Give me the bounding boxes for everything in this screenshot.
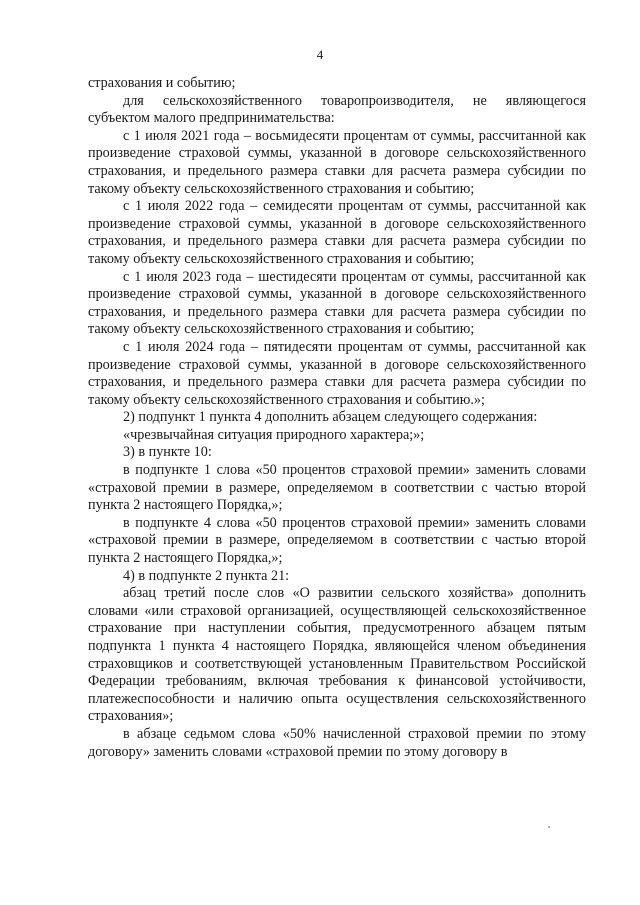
paragraph-third-abzac: абзац третий после слов «О развитии сельского хозяйства» дополнить словами «или страховой организацией, осуществляющей сельскохозяйственное страхование при наступлении события, предусмотренного абзацем пятым подпункта 1 пункта 4 настоящего Порядка, являющейся членом объединения страховщиков и соответствующей установленным Правительством Российской Федерации требованиям, включая требования к финансовой устойчивости, платежеспособности и наличию опыта осуществления сельскохозяйственного страхования»; bbox=[88, 585, 586, 725]
paragraph-emergency-quote: «чрезвычайная ситуация природного характера;»; bbox=[123, 426, 425, 443]
scan-speck bbox=[548, 826, 550, 828]
paragraph-2024-rate: с 1 июля 2024 года – пятидесяти процентам от суммы, рассчитанной как произведение страховой суммы, указанной в договоре сельскохозяйственного страхования, и предельного размера ставки для расчета размера субсидии по такому объекту сельскохозяйственного страхования и событию.»; bbox=[88, 338, 586, 408]
paragraph-2022-rate: с 1 июля 2022 года – семидесяти процентам от суммы, рассчитанной как произведение страховой суммы, указанной в договоре сельскохозяйственного страхования, и предельного размера ставки для расчета размера субсидии по такому объекту сельскохозяйственного страхования и событию; bbox=[88, 198, 586, 267]
paragraph-non-small-business: для сельскохозяйственного товаропроизводителя, не являющегося субъектом малого предпринимательства: bbox=[88, 92, 586, 127]
paragraph-subitem-1: в подпункте 1 слова «50 процентов страховой премии» заменить словами «страховой премии в размере, определяемом в соответствии с частью второй пункта 2 настоящего Порядка,»; bbox=[88, 462, 586, 514]
paragraph-item-3: 3) в пункте 10: bbox=[123, 444, 212, 461]
paragraph-seventh-abzac: в абзаце седьмом слова «50% начисленной страховой премии по этому договору» заменить словами «страховой премии по этому договору в bbox=[88, 725, 586, 760]
paragraph-item-4: 4) в подпункте 2 пункта 21: bbox=[123, 567, 290, 584]
page-number: 4 bbox=[316, 47, 324, 62]
paragraph-2023-rate: с 1 июля 2023 года – шестидесяти процентам от суммы, рассчитанной как произведение страховой суммы, указанной в договоре сельскохозяйственного страхования, и предельного размера ставки для расчета размера субсидии по такому объекту сельскохозяйственного страхования и событию; bbox=[88, 268, 586, 338]
paragraph-item-2: 2) подпункт 1 пункта 4 дополнить абзацем следующего содержания: bbox=[123, 409, 538, 426]
document-body bbox=[88, 75, 586, 761]
paragraph-2021-rate: с 1 июля 2021 года – восьмидесяти процентам от суммы, рассчитанной как произведение страховой суммы, указанной в договоре сельскохозяйственного страхования, и предельного размера ставки для расчета размера субсидии по такому объекту сельскохозяйственного страхования и событию; bbox=[88, 127, 586, 197]
paragraph-subitem-4: в подпункте 4 слова «50 процентов страховой премии» заменить словами «страховой премии в размере, определяемом в соответствии с частью второй пункта 2 настоящего Порядка,»; bbox=[88, 514, 586, 567]
paragraph-continuation: страхования и событию; bbox=[88, 75, 236, 91]
